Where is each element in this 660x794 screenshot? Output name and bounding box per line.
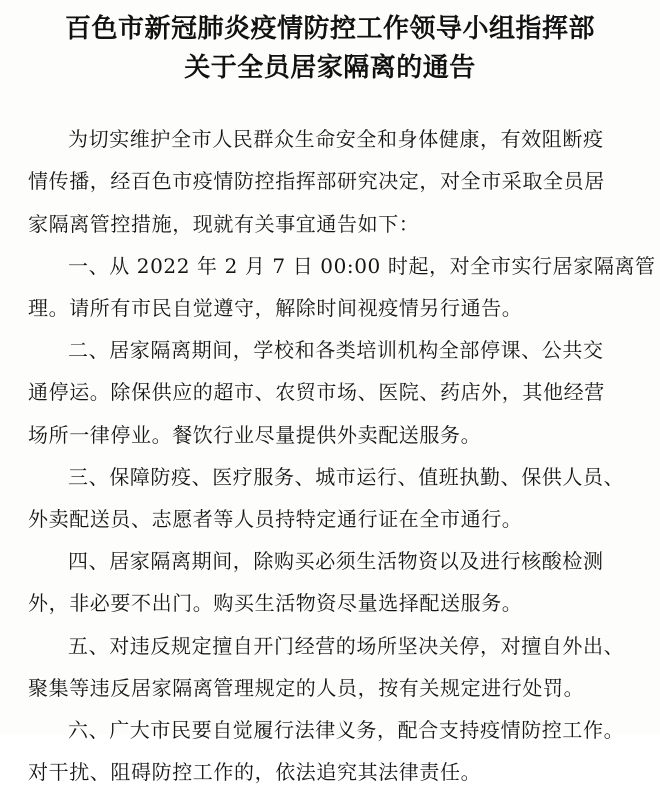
item-3-paragraph bbox=[28, 456, 648, 541]
item-2-line-3: 场所一律停业。餐饮行业尽量提供外卖配送服务。 bbox=[28, 422, 482, 447]
intro-paragraph bbox=[28, 118, 648, 245]
item-4-line-1: 四、居家隔离期间，除购买必须生活物资以及进行核酸检测 bbox=[68, 549, 604, 573]
item-4-paragraph bbox=[28, 540, 648, 625]
item-1-line-1: 一、从 2022 年 2 月 7 日 00:00 时起，对全市实行居家隔离管 bbox=[68, 254, 656, 278]
intro-line-2: 情传播，经百色市疫情防控指挥部研究决定，对全市采取全员居 bbox=[28, 169, 605, 194]
intro-line-1: 为切实维护全市人民群众生命安全和身体健康，有效阻断疫 bbox=[68, 127, 604, 151]
item-1-line-2: 理。请所有市民自觉遵守，解除时间视疫情另行通告。 bbox=[28, 296, 523, 321]
item-3-line-1: 三、保障防疫、医疗服务、城市运行、值班执勤、保供人员、 bbox=[68, 465, 625, 489]
item-2-paragraph bbox=[28, 329, 648, 456]
item-5-line-2: 聚集等违反居家隔离管理规定的人员，按有关规定进行处罚。 bbox=[28, 676, 585, 701]
item-1-paragraph bbox=[28, 245, 656, 330]
document-title-line-1: 百色市新冠肺炎疫情防控工作领导小组指挥部 bbox=[64, 14, 595, 44]
item-6-line-2: 对干扰、阻碍防控工作的，依法追究其法律责任。 bbox=[28, 760, 482, 785]
intro-line-3: 家隔离管控措施，现就有关事宜通告如下： bbox=[28, 211, 420, 236]
item-6-paragraph bbox=[28, 709, 648, 794]
item-6-line-1: 六、广大市民要自觉履行法律义务，配合支持疫情防控工作。 bbox=[68, 718, 625, 742]
item-5-line-1: 五、对违反规定擅自开门经营的场所坚决关停，对擅自外出、 bbox=[68, 634, 625, 658]
item-2-line-2: 通停运。除保供应的超市、农贸市场、医院、药店外，其他经营 bbox=[28, 380, 605, 405]
item-3-line-2: 外卖配送员、志愿者等人员持特定通行证在全市通行。 bbox=[28, 507, 523, 532]
item-5-paragraph bbox=[28, 625, 648, 710]
document-title-line-2: 关于全员居家隔离的通告 bbox=[184, 53, 476, 83]
item-2-line-1: 二、居家隔离期间，学校和各类培训机构全部停课、公共交 bbox=[68, 338, 604, 362]
item-4-line-2: 外，非必要不出门。购买生活物资尽量选择配送服务。 bbox=[28, 591, 523, 616]
